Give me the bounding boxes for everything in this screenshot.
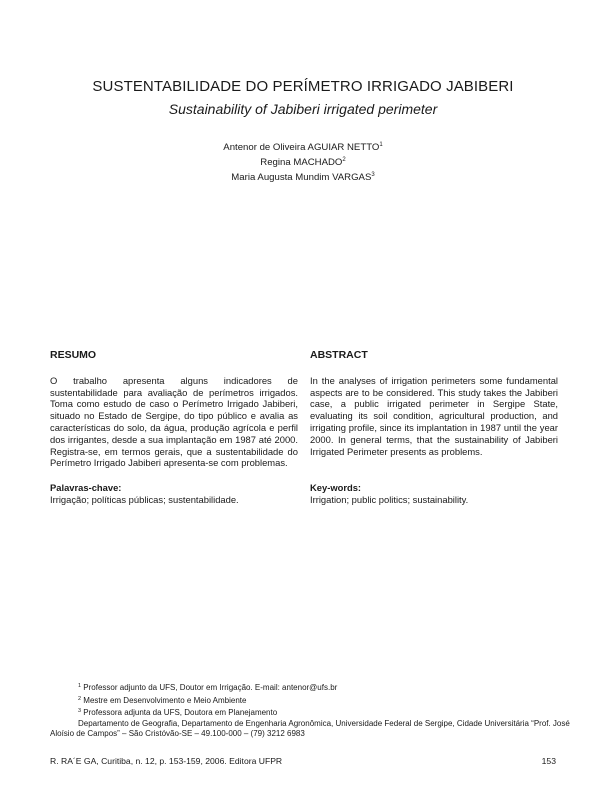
paper-subtitle: Sustainability of Jabiberi irrigated perimeter xyxy=(168,101,438,117)
resumo-heading: RESUMO xyxy=(50,349,97,361)
page-footer xyxy=(50,756,556,766)
footnote-mark: 1 xyxy=(78,683,82,689)
footnote-mark: 3 xyxy=(78,708,82,715)
resumo-keywords: Irrigação; políticas públicas; sustentabilidade. xyxy=(50,493,239,505)
author-entry xyxy=(0,139,606,154)
author-footnote-mark: 2 xyxy=(342,157,346,163)
author-footnote-mark: 3 xyxy=(371,172,375,178)
abstract-heading: ABSTRACT xyxy=(310,349,368,361)
abstract-section xyxy=(310,350,558,506)
footnote-text: Professor adjunto da UFS, Doutor em Irrigação. E-mail: antenor@ufs.br xyxy=(83,683,338,692)
author-name: Maria Augusta Mundim VARGAS xyxy=(231,172,372,183)
resumo-section xyxy=(50,350,298,506)
abstract-keywords-heading: Key-words: xyxy=(310,482,362,494)
author-name: Antenor de Oliveira AGUIAR NETTO xyxy=(223,142,380,153)
footnote xyxy=(50,681,570,694)
abstract-body: In the analyses of irrigation perimeters some fundamental aspects are to be considered. This study takes the Jabiberi case, a public irrigated perimeter in Sergipe State, evaluating its soil condition, agricultural production, and irrigating profile, since its implantation in 1987 until the year 2000. In general terms, that the sustainability of Jabiberi Irrigated Perimeter presents as problems. xyxy=(310,374,558,457)
affiliation: Departamento de Geografia, Departamento de Engenharia Agronômica, Universidade Federal de Sergipe, Cidade Universitária “Prof. José Aloísio de Campos” – São Cristóvão-SE – 49.100-000 – (79) 3212 6983 xyxy=(50,718,570,739)
footnote-text: Professora adjunta da UFS, Doutora em Planejamento xyxy=(83,708,278,718)
author-entry xyxy=(0,169,606,184)
author-name: Regina MACHADO xyxy=(260,157,343,168)
footnote xyxy=(50,706,570,719)
page-number: 153 xyxy=(541,756,556,766)
journal-citation: R. RA´E GA, Curitiba, n. 12, p. 153-159, 2006. Editora UFPR xyxy=(50,756,283,766)
resumo-keywords-heading: Palavras-chave: xyxy=(50,482,122,494)
author-footnote-mark: 1 xyxy=(379,142,383,148)
resumo-body: O trabalho apresenta alguns indicadores de sustentabilidade para avaliação de perímetros irrigados. Toma como estudo de caso o Perímetro Irrigado Jabiberi, situado no Estado de Sergipe, do tipo público e avalia as características do solo, da água, produção agrícola e perfil dos irrigantes, desde a sua implantação em 1987 até 2000. Registra-se, em termos gerais, que a sustentabilidade do Perímetro Irrigado Jabiberi apresenta-se com problemas. xyxy=(50,374,298,469)
footnote-mark: 2 xyxy=(78,695,82,702)
footnote-text: Mestre em Desenvolvimento e Meio Ambiente xyxy=(83,695,247,705)
author-entry xyxy=(0,154,606,169)
author-list xyxy=(0,139,606,184)
footnote xyxy=(50,694,570,707)
abstract-keywords: Irrigation; public politics; sustainability. xyxy=(310,494,469,506)
paper-title: SUSTENTABILIDADE DO PERÍMETRO IRRIGADO JABIBERI xyxy=(92,78,514,95)
footnotes xyxy=(50,681,570,740)
